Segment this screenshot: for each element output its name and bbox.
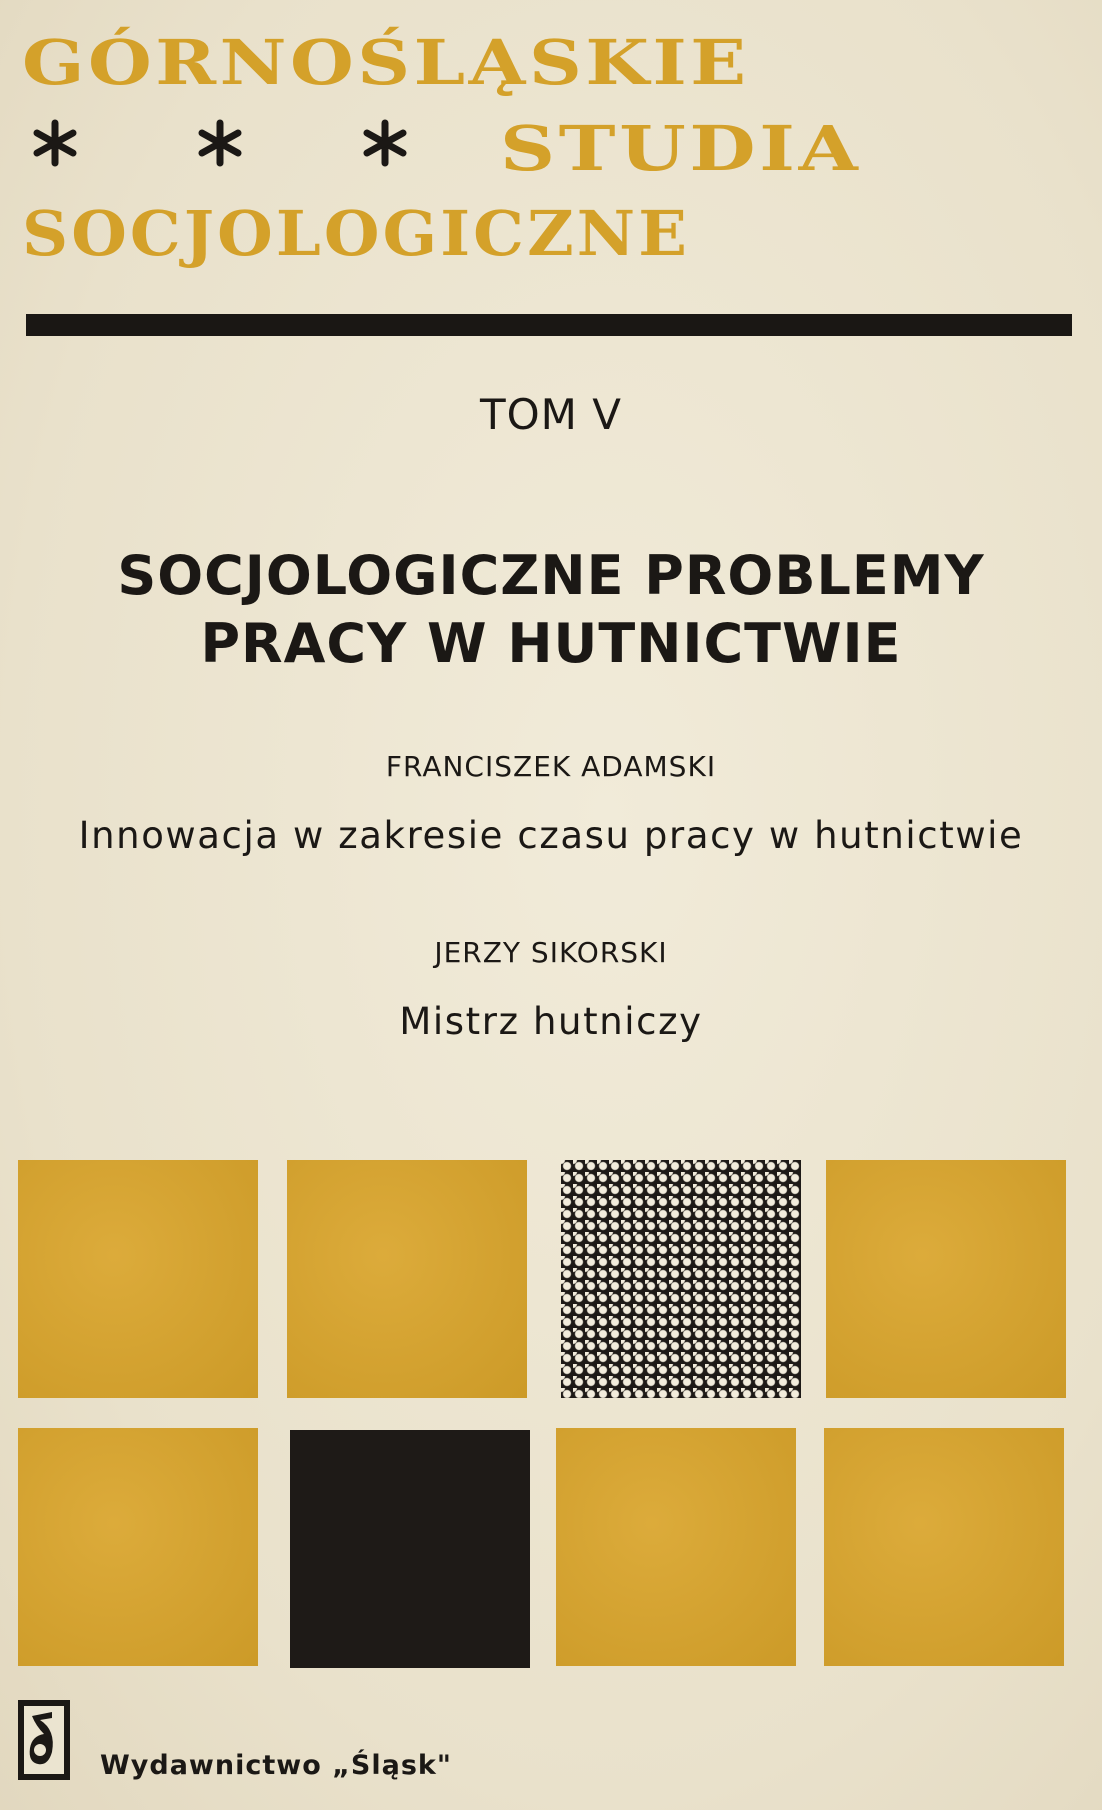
- ochre-tile: [826, 1160, 1066, 1398]
- volume-label: TOM V: [479, 390, 623, 439]
- ochre-tile: [18, 1160, 258, 1398]
- author-name: JERZY SIKORSKI: [434, 936, 668, 969]
- asterisk-icon: [360, 118, 410, 168]
- series-title-line-1: GÓRNOŚLĄSKIE: [22, 26, 750, 99]
- publisher-name: Wydawnictwo „Śląsk": [100, 1750, 452, 1781]
- divider-rule: [26, 314, 1072, 336]
- publisher-emblem-icon: [18, 1700, 70, 1780]
- black-tile: [290, 1430, 530, 1668]
- asterisk-icon: [195, 118, 245, 168]
- author-name: FRANCISZEK ADAMSKI: [385, 750, 717, 783]
- work-title: Mistrz hutniczy: [399, 1000, 703, 1043]
- ochre-tile: [18, 1428, 258, 1666]
- work-title: Innowacja w zakresie czasu pracy w hutnictwie: [78, 814, 1024, 857]
- ochre-tile: [287, 1160, 527, 1398]
- ochre-tile: [824, 1428, 1064, 1666]
- series-title-line-2: STUDIA: [500, 112, 862, 185]
- book-title-line-1: SOCJOLOGICZNE PROBLEMY: [117, 544, 985, 607]
- mesh-pattern-tile: [561, 1160, 801, 1398]
- book-title-line-2: PRACY W HUTNICTWIE: [200, 612, 902, 675]
- asterisk-icon: [30, 118, 80, 168]
- series-title-line-3: SOCJOLOGICZNE: [22, 197, 691, 270]
- ochre-tile: [556, 1428, 796, 1666]
